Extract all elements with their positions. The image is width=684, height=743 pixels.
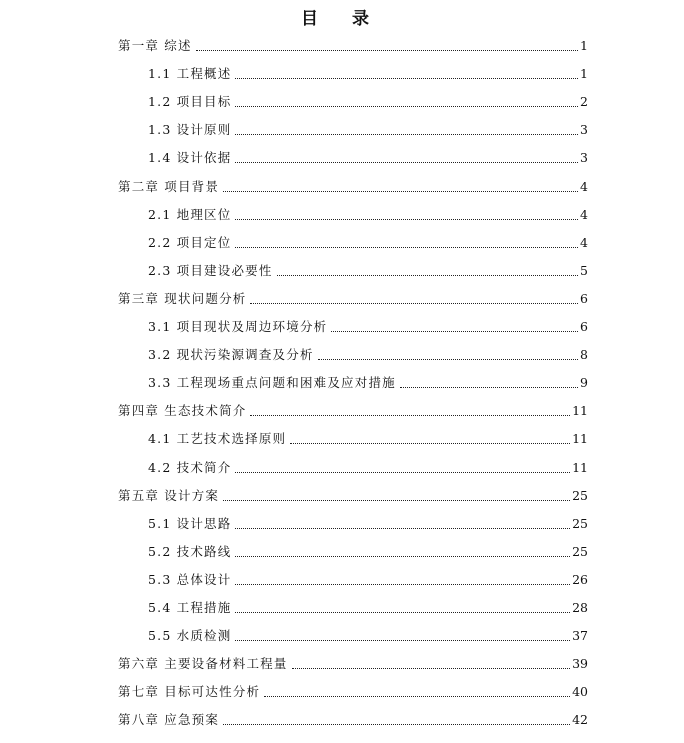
toc-page-number: 8 <box>580 347 588 363</box>
toc-entry-label: 1.3 设计原则 <box>148 122 232 138</box>
toc-chapter-entry[interactable] <box>118 401 588 421</box>
dot-leader <box>235 246 578 248</box>
toc-section-entry[interactable] <box>148 598 588 618</box>
toc-entry-label: 3.3 工程现场重点问题和困难及应对措施 <box>148 375 396 391</box>
dot-leader <box>223 499 570 501</box>
toc-section-entry[interactable] <box>148 317 588 337</box>
toc-entry-label: 5.2 技术路线 <box>148 543 232 559</box>
toc-chapter-entry[interactable] <box>118 289 588 309</box>
toc-page-number: 4 <box>580 234 588 250</box>
toc-chapter-entry[interactable] <box>118 177 588 197</box>
dot-leader <box>235 218 578 220</box>
toc-entry-label: 第一章 综述 <box>118 38 192 53</box>
toc-section-entry[interactable] <box>148 64 588 84</box>
dot-leader <box>196 49 578 51</box>
dot-leader <box>400 386 578 388</box>
toc-page-number: 40 <box>572 684 588 700</box>
toc-entry-label: 2.1 地理区位 <box>148 206 232 222</box>
toc-page-number: 1 <box>580 66 588 82</box>
toc-entry-label: 4.2 技术简介 <box>148 459 232 475</box>
toc-section-entry[interactable] <box>148 514 588 534</box>
dot-leader <box>235 471 570 473</box>
toc-entry-label: 第二章 项目背景 <box>118 178 220 194</box>
toc-page-number: 25 <box>572 487 588 503</box>
toc-section-entry[interactable] <box>148 458 588 478</box>
dot-leader <box>223 190 578 192</box>
toc-section-entry[interactable] <box>148 92 588 112</box>
toc-entry-label: 5.3 总体设计 <box>148 571 232 587</box>
toc-page-number: 3 <box>580 150 588 166</box>
dot-leader <box>235 133 578 135</box>
dot-leader <box>250 414 570 416</box>
toc-page-number: 28 <box>572 600 588 615</box>
toc-entry-label: 第八章 应急预案 <box>118 712 220 728</box>
toc-entry-label: 第四章 生态技术简介 <box>118 403 247 419</box>
toc-section-entry[interactable] <box>148 570 588 590</box>
toc-entry-label: 2.2 项目定位 <box>148 234 232 250</box>
dot-leader <box>235 611 570 613</box>
toc-page-number: 1 <box>580 38 588 53</box>
toc-page-number: 6 <box>580 319 588 334</box>
toc-page-number: 11 <box>572 459 588 475</box>
toc-entry-label: 第七章 目标可达性分析 <box>118 684 261 700</box>
dot-leader <box>264 695 570 697</box>
toc-section-entry[interactable] <box>148 120 588 140</box>
dot-leader <box>235 161 578 163</box>
toc-entry-label: 5.1 设计思路 <box>148 515 232 531</box>
toc-section-entry[interactable] <box>148 345 588 365</box>
toc-chapter-entry[interactable] <box>118 682 588 702</box>
toc-page-number: 26 <box>572 571 588 587</box>
toc-page-number: 4 <box>580 206 588 222</box>
toc-page-number: 5 <box>580 262 588 278</box>
dot-leader <box>235 583 570 585</box>
toc-section-entry[interactable] <box>148 233 588 253</box>
toc-page-number: 11 <box>572 431 588 447</box>
dot-leader <box>331 330 578 332</box>
toc-entry-label: 5.4 工程措施 <box>148 600 232 615</box>
dot-leader <box>277 274 578 276</box>
toc-entry-label: 1.4 设计依据 <box>148 150 232 166</box>
dot-leader <box>235 105 578 107</box>
toc-entry-label: 4.1 工艺技术选择原则 <box>148 431 287 447</box>
dot-leader <box>250 302 578 304</box>
toc-entry-label: 2.3 项目建设必要性 <box>148 262 273 278</box>
toc-page-number: 2 <box>580 94 588 110</box>
toc-section-entry[interactable] <box>148 148 588 168</box>
toc-page-number: 25 <box>572 515 588 531</box>
toc-entry-label: 第三章 现状问题分析 <box>118 290 247 306</box>
toc-section-entry[interactable] <box>148 626 588 646</box>
toc-page-number: 25 <box>572 543 588 559</box>
toc-entry-label: 1.2 项目目标 <box>148 94 232 110</box>
dot-leader <box>292 667 571 669</box>
toc-entry-label: 3.1 项目现状及周边环境分析 <box>148 319 328 334</box>
toc-section-entry[interactable] <box>148 261 588 281</box>
page-title: 目 录 <box>301 9 383 29</box>
toc-chapter-entry[interactable] <box>118 654 588 674</box>
dot-leader <box>235 639 570 641</box>
toc-page-number: 42 <box>572 712 588 728</box>
toc-page-number: 4 <box>580 178 588 194</box>
toc-chapter-entry[interactable] <box>118 36 588 56</box>
toc-page-number: 39 <box>572 656 588 672</box>
toc-page-number: 37 <box>572 628 588 644</box>
toc-page-number: 9 <box>580 375 588 391</box>
toc-section-entry[interactable] <box>148 205 588 225</box>
dot-leader <box>318 358 578 360</box>
dot-leader <box>235 527 570 529</box>
toc-section-entry[interactable] <box>148 429 588 449</box>
toc-page-number: 6 <box>580 290 588 306</box>
toc-chapter-entry[interactable] <box>118 710 588 730</box>
toc-entry-label: 第六章 主要设备材料工程量 <box>118 656 288 672</box>
toc-page-number: 11 <box>572 403 588 419</box>
dot-leader <box>235 555 570 557</box>
toc-section-entry[interactable] <box>148 542 588 562</box>
dot-leader <box>290 442 570 444</box>
toc-section-entry[interactable] <box>148 373 588 393</box>
toc-entry-label: 1.1 工程概述 <box>148 66 232 82</box>
dot-leader <box>223 723 570 725</box>
toc-entry-label: 5.5 水质检测 <box>148 628 232 644</box>
dot-leader <box>235 77 578 79</box>
toc-chapter-entry[interactable] <box>118 486 588 506</box>
toc-entry-label: 3.2 现状污染源调查及分析 <box>148 347 314 363</box>
toc-entry-label: 第五章 设计方案 <box>118 487 220 503</box>
toc-page-number: 3 <box>580 122 588 138</box>
